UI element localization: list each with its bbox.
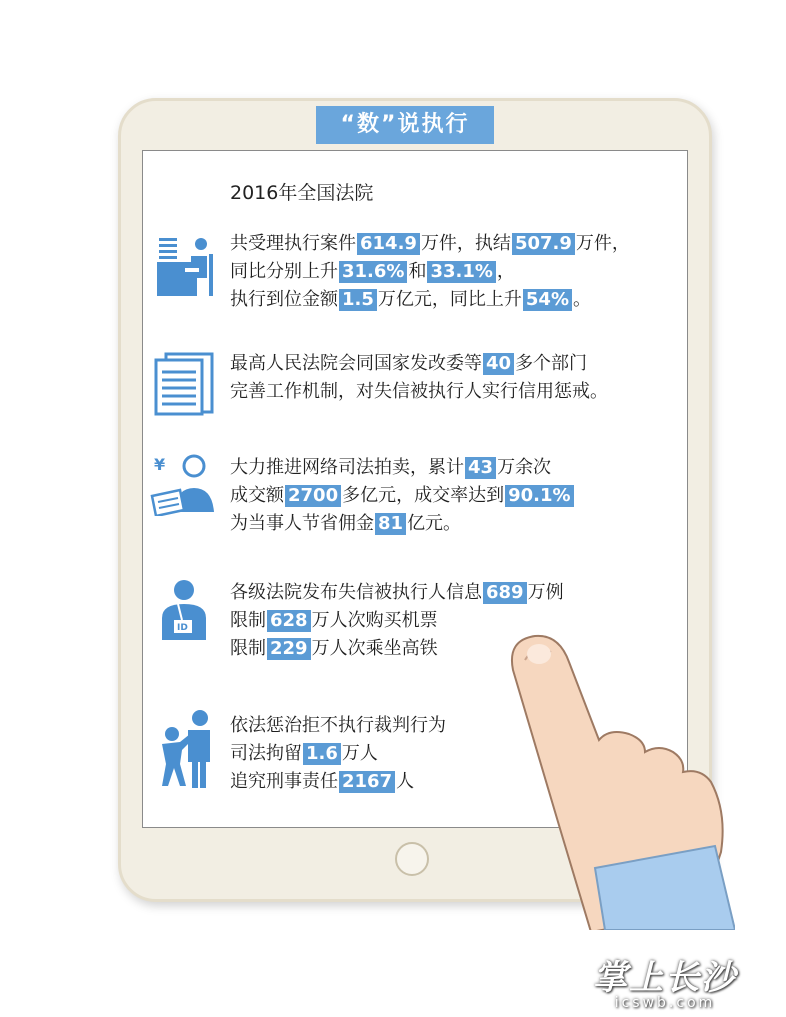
section-coordination [230, 350, 608, 406]
text-segment: 执行到位金额 [230, 289, 338, 310]
highlight-number: 2167 [339, 771, 395, 793]
highlight-number: 507.9 [512, 233, 575, 255]
text-segment: 万亿元，同比上升 [377, 289, 522, 310]
text-segment: 最高人民法院会同国家发改委等 [230, 353, 482, 374]
text-line [230, 258, 630, 286]
text-line [230, 482, 575, 510]
text-segment: 万人次乘坐高铁 [311, 638, 438, 659]
text-segment: 依法惩治拒不执行裁判行为 [230, 715, 446, 736]
text-segment: 万人 [341, 743, 378, 764]
text-segment: 共受理执行案件 [230, 233, 356, 254]
highlight-number: 54% [523, 289, 572, 311]
text-segment: 限制 [230, 610, 266, 631]
text-line [230, 510, 575, 538]
text-line [230, 740, 446, 768]
text-segment: 万例 [527, 582, 564, 603]
highlight-number: 1.6 [303, 743, 341, 765]
svg-text:¥: ¥ [154, 455, 166, 474]
text-line [230, 768, 446, 796]
text-segment: 。 [572, 289, 591, 310]
text-segment: 人 [396, 771, 415, 792]
text-segment: 亿元。 [407, 513, 462, 534]
watermark-title: 掌上长沙 [593, 958, 737, 998]
text-segment: 多个部门 [515, 353, 588, 374]
highlight-number: 1.5 [339, 289, 377, 311]
section-cases [230, 230, 630, 314]
text-segment: 限制 [230, 638, 266, 659]
highlight-number: 81 [375, 513, 406, 535]
text-segment: 大力推进网络司法拍卖，累计 [230, 457, 464, 478]
arrest-icon [152, 708, 218, 790]
heading: 2016年全国法院 [230, 182, 374, 204]
text-segment: 同比分别上升 [230, 261, 338, 282]
text-segment: 完善工作机制，对失信被执行人实行信用惩戒。 [230, 381, 608, 402]
text-segment: 追究刑事责任 [230, 771, 338, 792]
highlight-number: 40 [483, 353, 514, 375]
text-line [230, 712, 446, 740]
home-button [395, 842, 429, 876]
highlight-number: 614.9 [357, 233, 420, 255]
id-badge-label: ID [177, 623, 188, 633]
highlight-number: 31.6% [339, 261, 407, 283]
text-line [230, 378, 608, 406]
section-auction [230, 454, 575, 538]
highlight-number: 628 [267, 610, 311, 632]
text-segment: 万人次购买机票 [311, 610, 438, 631]
highlight-number: 689 [483, 582, 527, 604]
highlight-number: 2700 [285, 485, 341, 507]
id-badge-person-icon [150, 578, 214, 642]
section-punishment [230, 712, 446, 796]
highlight-number: 90.1% [505, 485, 573, 507]
office-worker-icon [155, 232, 217, 298]
text-segment: 各级法院发布失信被执行人信息 [230, 582, 482, 603]
watermark [560, 950, 770, 1011]
text-segment: 为当事人节省佣金 [230, 513, 374, 534]
text-line [230, 454, 575, 482]
text-segment: 司法拘留 [230, 743, 302, 764]
watermark-url: icswb.com [614, 995, 716, 1011]
text-segment: 万件，执结 [420, 233, 511, 254]
documents-icon [152, 352, 216, 416]
text-segment: ， [496, 261, 515, 282]
highlight-number: 43 [465, 457, 496, 479]
auction-icon [150, 452, 216, 516]
page-title: “数”说执行 [316, 106, 494, 144]
pointing-hand-icon [505, 630, 735, 930]
text-segment: 万余次 [497, 457, 552, 478]
text-line [230, 286, 630, 314]
text-segment: 万件， [575, 233, 630, 254]
text-line [230, 350, 608, 378]
text-line [230, 579, 564, 607]
highlight-number: 229 [267, 638, 311, 660]
text-segment: 多亿元，成交率达到 [342, 485, 505, 506]
text-line [230, 230, 630, 258]
text-segment: 和 [408, 261, 427, 282]
highlight-number: 33.1% [427, 261, 495, 283]
text-segment: 成交额 [230, 485, 284, 506]
